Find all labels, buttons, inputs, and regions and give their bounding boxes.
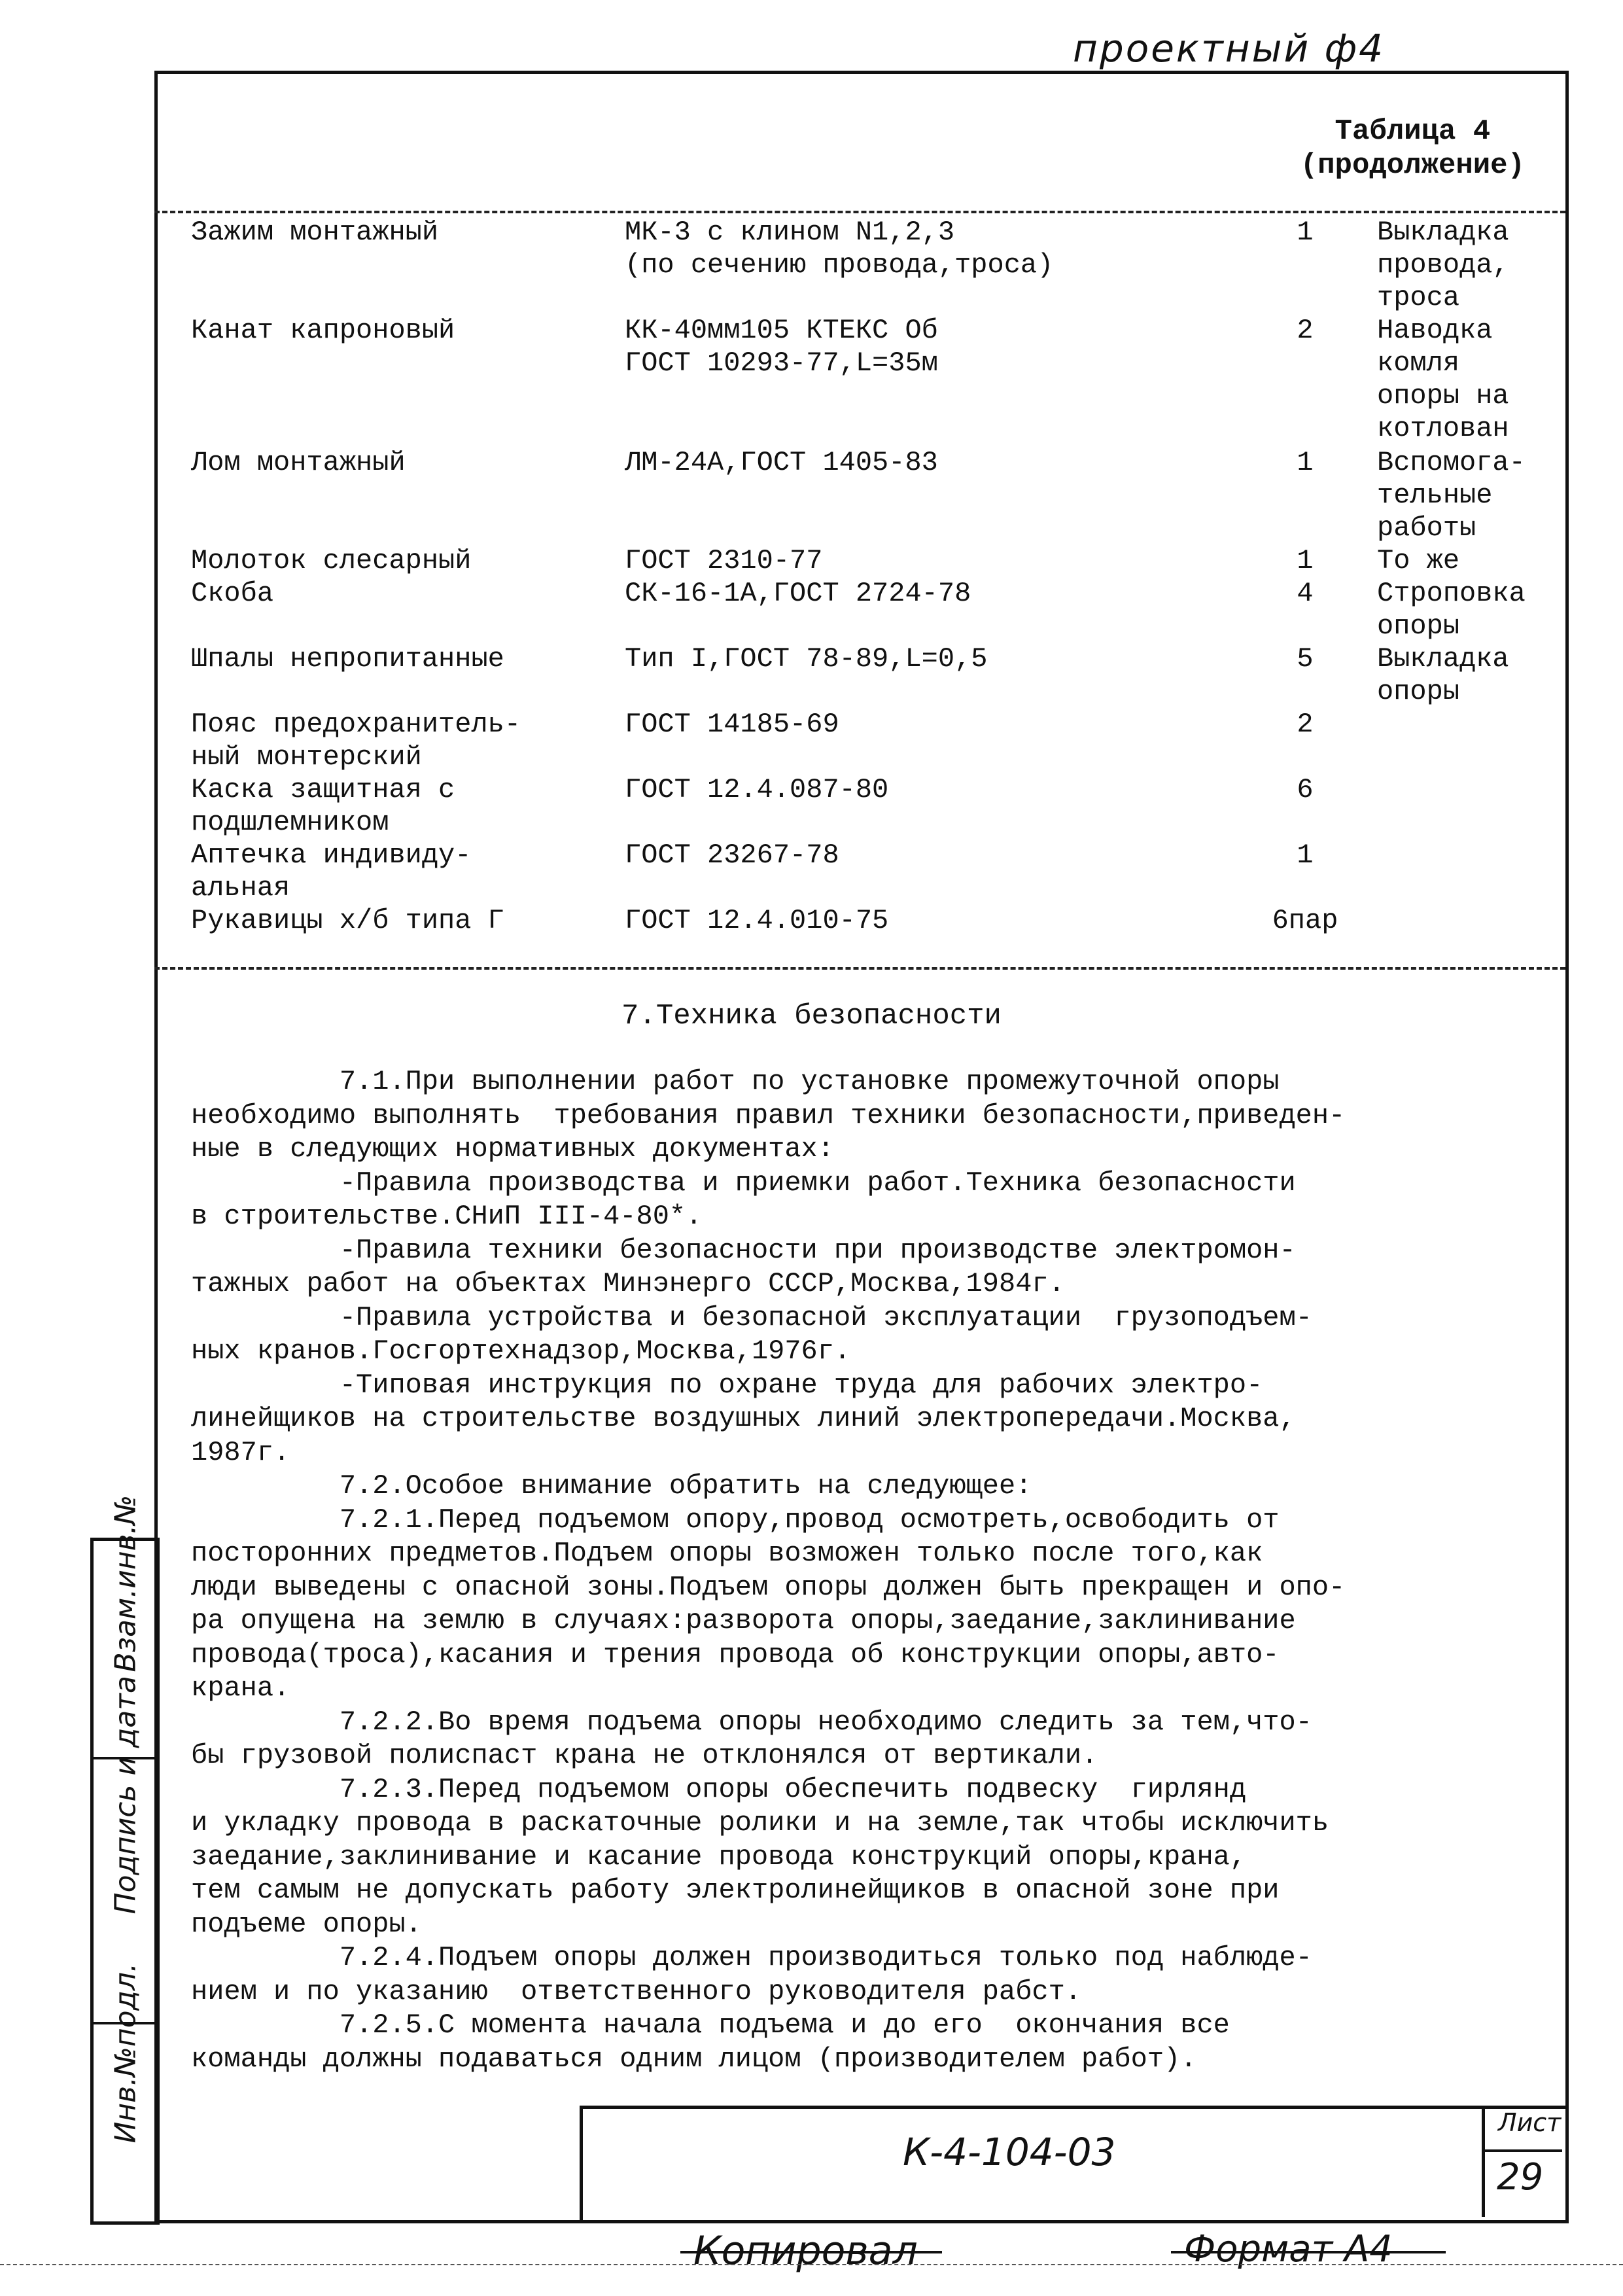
sheet-number: 29: [1497, 2156, 1544, 2199]
text-line: тем самым не допускать работу электролинейщиков в опасной зоне при: [191, 1875, 1280, 1906]
text-line: посторонних предметов.Подъем опоры возможен только после того,как: [191, 1538, 1263, 1569]
side-stamp: [90, 1494, 160, 2225]
text-line: 7.2.5.С момента начала подъема и до его окончания все: [191, 2009, 1230, 2041]
safety-text: [191, 1065, 1565, 2076]
text-line: 7.2.Особое внимание обратить на следующее:: [191, 1470, 1032, 1502]
top-handwritten-note: проектный ф4: [1073, 26, 1386, 71]
table-caption: [1300, 115, 1525, 183]
text-line: 7.2.1.Перед подъемом опору,провод осмотреть,освободить от: [191, 1504, 1280, 1536]
footer-underline: [680, 2251, 942, 2253]
text-line: ных кранов.Госгортехнадзор,Москва,1976г.: [191, 1335, 851, 1367]
text-line: заедание,заклинивание и касание провода конструкций опоры,крана,: [191, 1841, 1247, 1873]
side-field-signature: Подпись и дата: [109, 1676, 143, 1915]
text-line: 7.1.При выполнении работ по установке промежуточной опоры: [191, 1066, 1280, 1097]
footer-underline: [1171, 2251, 1446, 2253]
text-line: 7.2.2.Во время подъема опоры необходимо следить за тем,что-: [191, 1706, 1312, 1738]
text-line: -Правила техники безопасности при производстве электромон-: [191, 1234, 1296, 1266]
sheet-box-divider: [1482, 2149, 1562, 2152]
text-line: 1987г.: [191, 1436, 290, 1468]
footer-dashed-line: [0, 2264, 1623, 2265]
text-line: -Правила производства и приемки работ.Техника безопасности: [191, 1167, 1296, 1199]
table-continued-label: (продолжение): [1300, 149, 1525, 182]
text-line: линейщиков на строительстве воздушных линий электропередачи.Москва,: [191, 1403, 1296, 1434]
copied-by: Копировал: [693, 2228, 918, 2274]
text-line: крана.: [191, 1672, 290, 1704]
text-line: команды должны подаваться одним лицом (производителем работ).: [191, 2043, 1197, 2075]
doc-code: К-4-104-03: [903, 2130, 1116, 2174]
format-label: Формат А4: [1184, 2228, 1393, 2270]
section-title: 7.Техника безопасности: [621, 1000, 1002, 1033]
text-line: ные в следующих нормативных документах:: [191, 1133, 834, 1165]
text-line: провода(троса),касания и трения провода об конструкции опоры,авто-: [191, 1638, 1280, 1670]
text-line: необходимо выполнять требования правил техники безопасности,приведен-: [191, 1099, 1346, 1131]
side-field-inventory: Инв.№подл.: [109, 1962, 143, 2144]
text-line: ра опущена на землю в случаях:разворота опоры,заедание,заклинивание: [191, 1605, 1296, 1636]
table-bottom-divider: [154, 967, 1565, 970]
table-label: Таблица 4: [1335, 115, 1491, 148]
sheet-label: Лист: [1498, 2108, 1562, 2137]
table-top-divider: [154, 211, 1565, 213]
text-line: нием и по указанию ответственного руководителя рабст.: [191, 1975, 1082, 2007]
text-line: 7.2.4.Подъем опоры должен производиться только под наблюде-: [191, 1942, 1312, 1973]
text-line: и укладку провода в раскаточные ролики и на земле,так чтобы исключить: [191, 1807, 1329, 1839]
side-field-replacement: Взам.инв.№: [109, 1494, 143, 1672]
text-line: бы грузовой полиспаст крана не отклонялся от вертикали.: [191, 1740, 1098, 1771]
text-line: тажных работ на объектах Минэнерго СССР,Москва,1984г.: [191, 1268, 1065, 1299]
text-line: в строительстве.СНиП III-4-80*.: [191, 1201, 703, 1232]
text-line: люди выведены с опасной зоны.Подъем опоры должен быть прекращен и опо-: [191, 1571, 1346, 1603]
text-line: 7.2.3.Перед подъемом опоры обеспечить подвеску гирлянд: [191, 1773, 1247, 1805]
text-line: -Правила устройства и безопасной эксплуатации грузоподъем-: [191, 1301, 1312, 1333]
text-line: подъеме опоры.: [191, 1908, 422, 1940]
text-line: -Типовая инструкция по охране труда для рабочих электро-: [191, 1369, 1263, 1401]
